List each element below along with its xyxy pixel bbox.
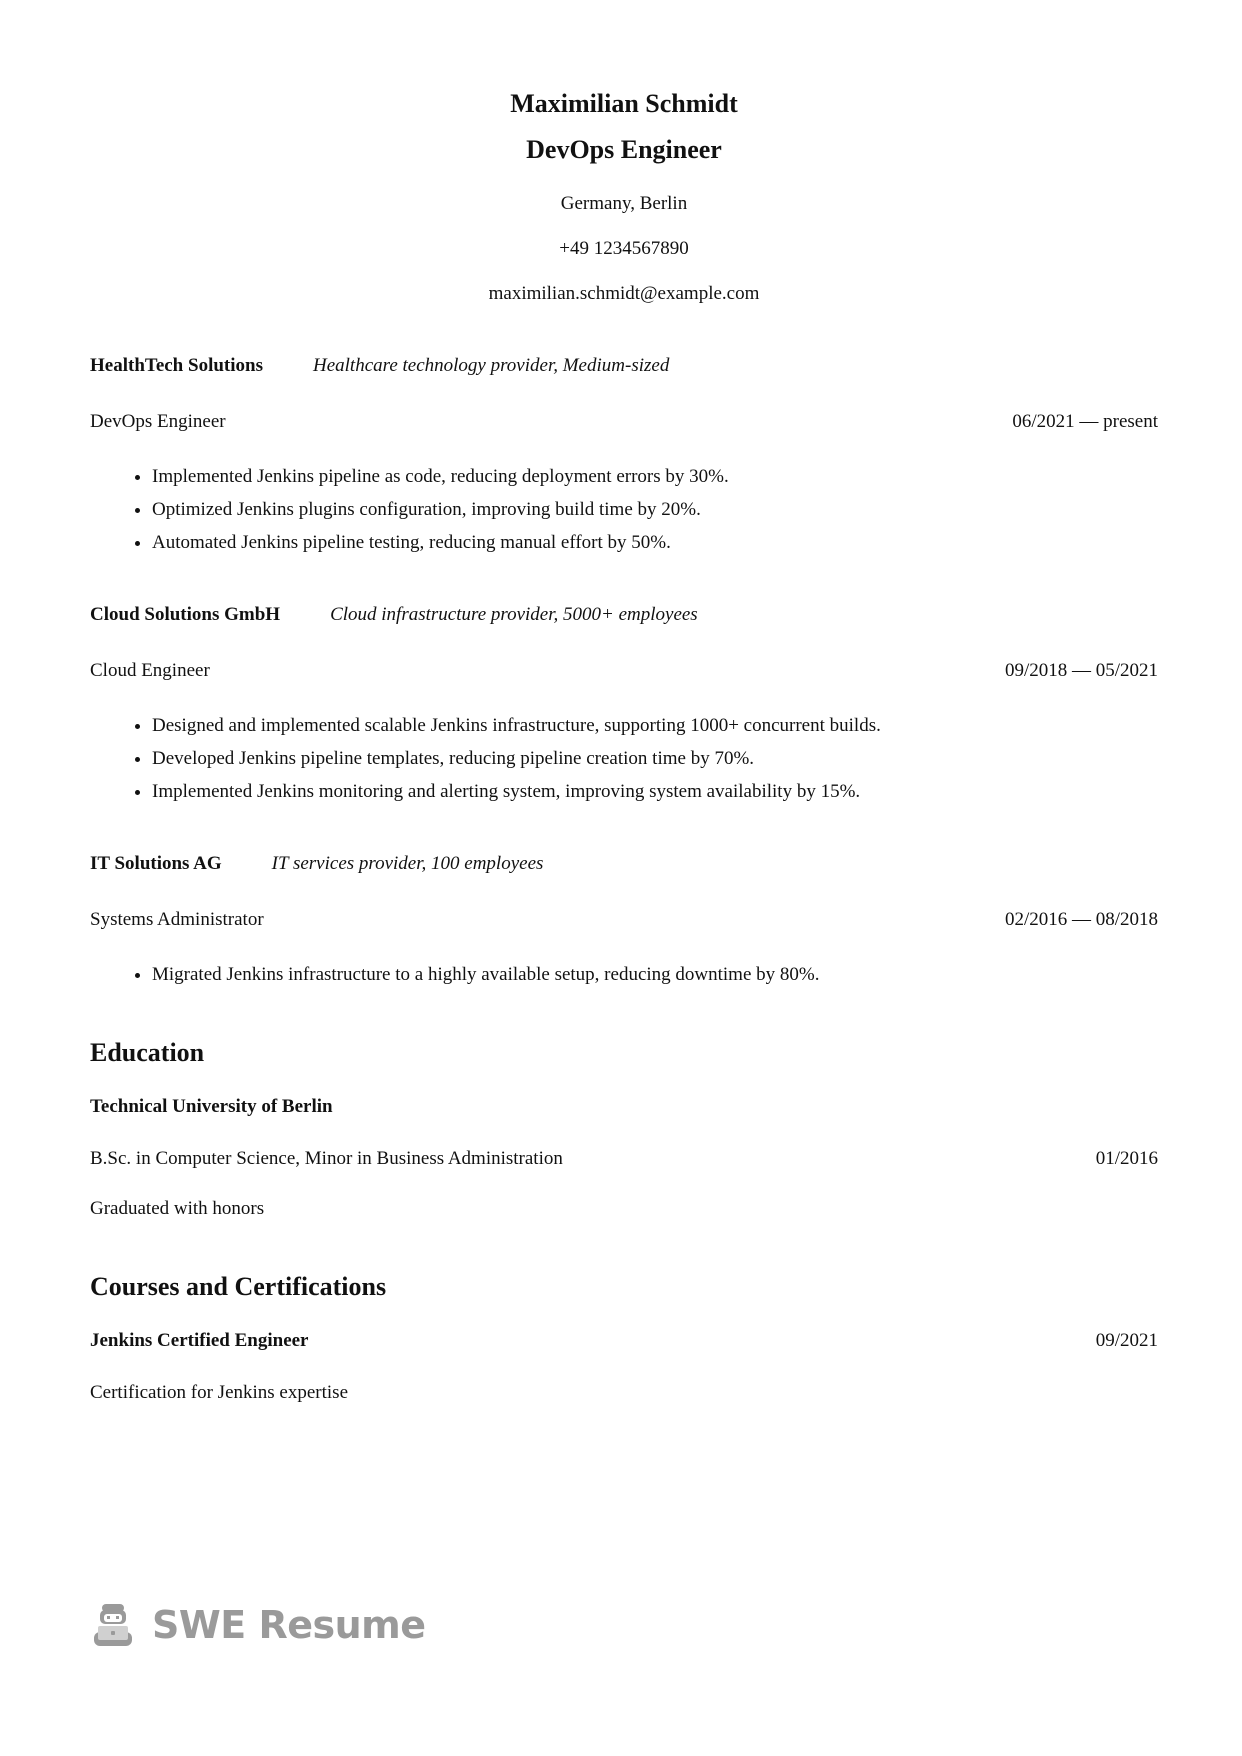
company-row	[90, 601, 1158, 629]
company-row	[90, 352, 1158, 380]
degree: B.Sc. in Computer Science, Minor in Business Administration	[90, 1148, 563, 1169]
job-dates: 09/2018 — 05/2021	[1004, 660, 1158, 681]
company-description: Healthcare technology provider, Medium-sized	[312, 355, 670, 376]
coder-avatar-icon	[90, 1602, 136, 1648]
company-name: IT Solutions AG	[90, 853, 222, 874]
education-note: Graduated with honors	[90, 1198, 265, 1219]
section-heading-courses: Courses and Certifications	[90, 1272, 387, 1301]
bullet-item: • Automated Jenkins pipeline testing, reducing manual effort by 50%.	[152, 526, 1158, 559]
company-row	[90, 850, 1158, 878]
job-bullets	[90, 958, 1158, 991]
bullet-item: • Optimized Jenkins plugins configuration, improving build time by 20%.	[152, 493, 1158, 526]
candidate-title: DevOps Engineer	[526, 135, 722, 164]
experience-entry	[90, 850, 1158, 991]
job-role: Cloud Engineer	[90, 660, 210, 681]
job-bullets	[90, 460, 1158, 559]
role-row	[90, 657, 1158, 685]
bullet-item: • Migrated Jenkins infrastructure to a highly available setup, reducing downtime by 80%.	[152, 958, 1158, 991]
contact-location: Germany, Berlin	[560, 193, 688, 214]
graduation-date: 01/2016	[1095, 1148, 1158, 1169]
courses-section	[90, 1269, 1158, 1407]
company-name: HealthTech Solutions	[90, 355, 263, 376]
candidate-name: Maximilian Schmidt	[510, 89, 738, 118]
job-role: Systems Administrator	[90, 909, 264, 930]
section-heading-education: Education	[90, 1038, 205, 1067]
role-row	[90, 906, 1158, 934]
bullet-item: • Implemented Jenkins pipeline as code, reducing deployment errors by 30%.	[152, 460, 1158, 493]
course-date: 09/2021	[1095, 1330, 1158, 1351]
bullet-item: • Developed Jenkins pipeline templates, reducing pipeline creation time by 70%.	[152, 742, 1158, 775]
job-dates: 06/2021 — present	[1012, 411, 1158, 432]
contact-phone: +49 1234567890	[559, 238, 689, 259]
job-dates: 02/2016 — 08/2018	[1004, 909, 1158, 930]
bullet-item: • Designed and implemented scalable Jenkins infrastructure, supporting 1000+ concurrent builds.	[152, 709, 1158, 742]
logo-text: SWE Resume	[152, 1603, 426, 1647]
bullet-item: • Implemented Jenkins monitoring and alerting system, improving system availability by 15%.	[152, 775, 1158, 808]
course-row	[90, 1327, 1158, 1355]
school-name: Technical University of Berlin	[90, 1096, 333, 1117]
swe-resume-logo	[90, 1602, 426, 1648]
job-role: DevOps Engineer	[90, 411, 226, 432]
course-description: Certification for Jenkins expertise	[90, 1382, 349, 1403]
role-row	[90, 408, 1158, 436]
job-bullets	[90, 709, 1158, 808]
resume-page	[90, 0, 1158, 1756]
experience-entry	[90, 601, 1158, 808]
course-name: Jenkins Certified Engineer	[90, 1330, 309, 1351]
company-description: Cloud infrastructure provider, 5000+ employees	[330, 604, 698, 625]
company-name: Cloud Solutions GmbH	[90, 604, 281, 625]
education-section	[90, 1035, 1158, 1223]
resume-header	[90, 0, 1158, 308]
degree-row	[90, 1145, 1158, 1173]
experience-entry	[90, 352, 1158, 559]
contact-email: maximilian.schmidt@example.com	[488, 283, 760, 304]
company-description: IT services provider, 100 employees	[271, 853, 544, 874]
